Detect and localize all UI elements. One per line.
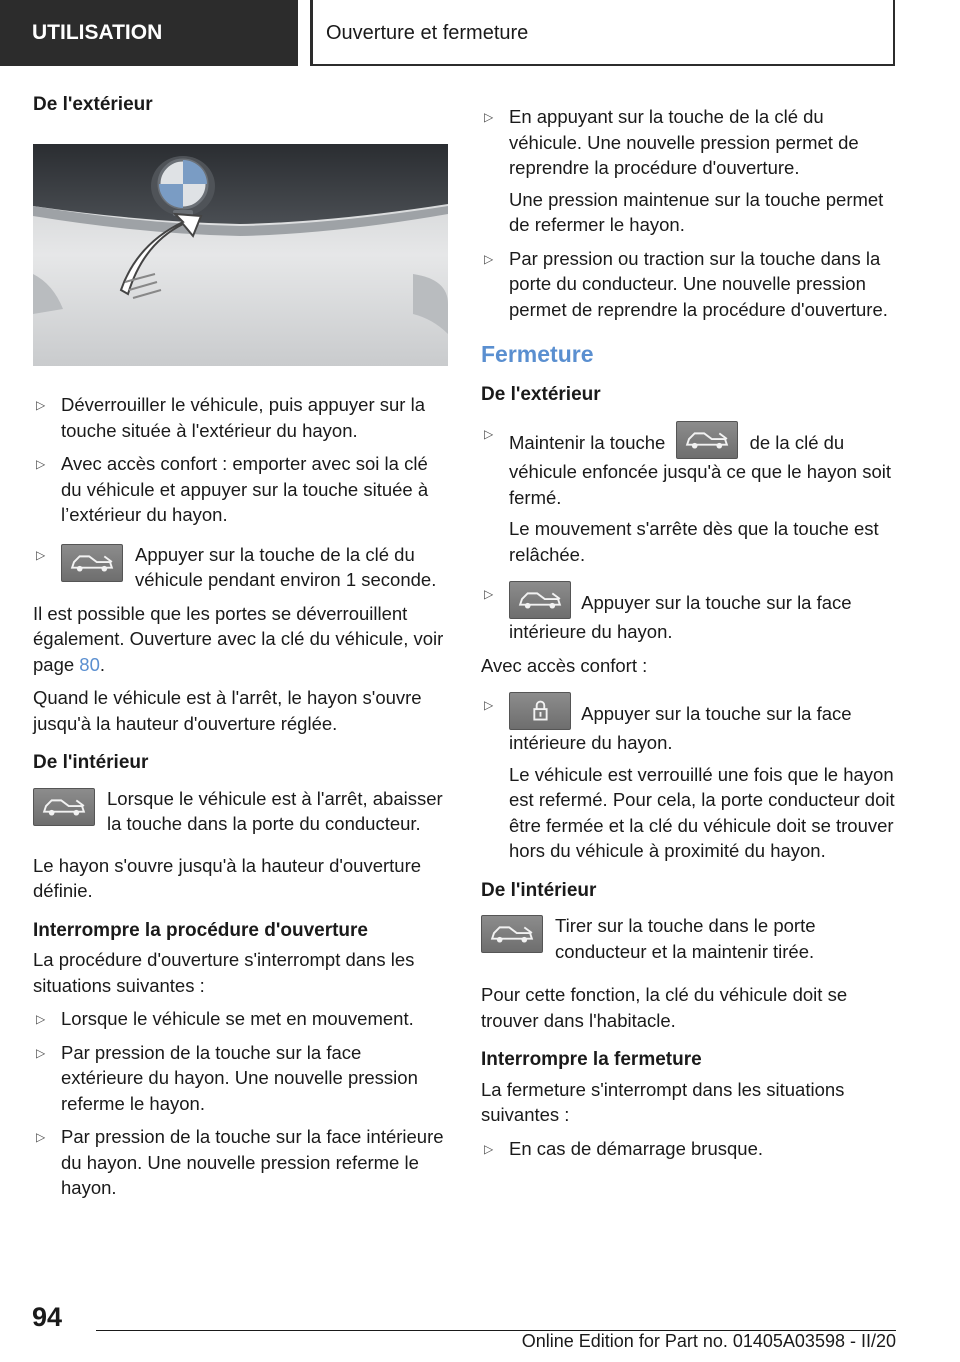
- triangle-right-icon: ▷: [484, 427, 494, 441]
- opening-steps-list: [33, 392, 448, 593]
- list-item: [33, 392, 448, 443]
- list-item-text: Appuyer sur la touche de la clé du véhicule pendant environ 1 seconde.: [135, 543, 437, 590]
- list-item-text: Lorsque le véhicule se met en mouvement.: [61, 1008, 414, 1029]
- triangle-right-icon: ▷: [484, 110, 494, 124]
- page-header: [0, 0, 960, 66]
- list-item: ▷ Maintenir la touche de la clé du véhicule enfoncée jusqu'à ce que le hayon soit fermé. Le mouvement s'arrête dès que la touche est relâchée.: [481, 421, 896, 567]
- right-column: [481, 104, 896, 1169]
- tailgate-photo: [33, 144, 448, 366]
- paragraph-height-defined: Le hayon s'ouvre jusqu'à la hauteur d'ouverture définie.: [33, 854, 422, 901]
- paragraph-confort: Avec accès confort :: [481, 654, 648, 676]
- list-item-text: Avec accès confort : emporter avec soi la clé du véhicule et appuyer sur la touche située à l’extérieur du hayon.: [61, 453, 429, 525]
- chapter-title: Ouverture et fermeture: [326, 21, 529, 44]
- triangle-right-icon: ▷: [36, 1130, 46, 1144]
- confort-list: [481, 692, 896, 864]
- list-item-subtext: Une pression maintenue sur la touche permet de refermer le hayon.: [509, 188, 884, 235]
- list-item: ▷ Appuyer sur la touche sur la face intérieure du hayon. Le véhicule est verrouillé une fois que le hayon est refermé. Pour cela, la porte conducteur doit être fermée et la clé du véhicule doit se trouver hors du véhicule à proximité du hayon.: [481, 692, 896, 864]
- list-item-text: En cas de démarrage brusque.: [509, 1137, 764, 1159]
- triangle-right-icon: ▷: [36, 547, 46, 562]
- list-item: [481, 104, 896, 238]
- list-item: [33, 451, 448, 528]
- edition-info: Online Edition for Part no. 01405A03598 - II/20: [521, 1331, 896, 1351]
- interrupt-resume-list: [481, 104, 896, 322]
- heading-interrompre-fermeture: Interrompre la fermeture: [481, 1049, 702, 1070]
- paragraph-unlock-note: Il est possible que les portes se déverrouillent également. Ouverture avec la clé du véhicule, voir page 80.: [33, 602, 444, 675]
- triangle-right-icon: ▷: [484, 587, 494, 601]
- tailgate-car-icon: [61, 544, 123, 582]
- page-link[interactable]: 80: [79, 653, 100, 675]
- list-item: ▷ Appuyer sur la touche sur la face intérieure du hayon.: [481, 581, 896, 645]
- paragraph-interieur: Lorsque le véhicule est à l'arrêt, abaisser la touche dans la porte du conducteur.: [33, 786, 448, 837]
- paragraph-interrompre-fermeture: La fermeture s'interrompt dans les situations suivantes :: [481, 1078, 845, 1125]
- tailgate-car-icon: [676, 421, 738, 459]
- tailgate-car-icon: [33, 788, 95, 826]
- tailgate-car-icon: [509, 581, 571, 619]
- lock-icon: [509, 692, 571, 730]
- interrupt-list: [33, 1006, 448, 1201]
- list-item: [33, 542, 448, 593]
- left-column: [33, 92, 448, 1209]
- list-item-text: Déverrouiller le véhicule, puis appuyer sur la touche située à l'extérieur du hayon.: [61, 394, 426, 441]
- heading-exterieur: De l'extérieur: [33, 94, 153, 115]
- list-item-subtext: Le véhicule est verrouillé une fois que le hayon est refermé. Pour cela, la porte conducteur doit être fermée et la clé du véhicule doit se trouver hors du véhicule à proximité du hayon.: [509, 763, 895, 861]
- triangle-right-icon: ▷: [484, 1141, 494, 1156]
- paragraph-situations: La procédure d'ouverture s'interrompt dans les situations suivantes :: [33, 949, 415, 996]
- triangle-right-icon: ▷: [484, 251, 494, 266]
- heading-fermeture: Fermeture: [481, 341, 594, 367]
- interrupt-closing-list: [481, 1136, 896, 1162]
- list-item: [33, 1006, 448, 1032]
- list-item-text: Par pression de la touche sur la face intérieure du hayon. Une nouvelle pression referme le hayon.: [61, 1126, 444, 1198]
- list-item-subtext: Le mouvement s'arrête dès que la touche est relâchée.: [509, 518, 879, 565]
- list-item: [33, 1040, 448, 1117]
- triangle-right-icon: ▷: [484, 698, 494, 712]
- triangle-right-icon: ▷: [36, 457, 46, 471]
- list-item: [481, 1136, 896, 1162]
- triangle-right-icon: ▷: [36, 1012, 46, 1026]
- triangle-right-icon: ▷: [36, 398, 46, 412]
- section-tab: UTILISATION: [0, 0, 298, 66]
- list-item-text: En appuyant sur la touche de la clé du véhicule. Une nouvelle pression permet de reprendre la procédure d'ouverture.: [509, 106, 859, 178]
- page-number: 94: [32, 1302, 63, 1332]
- list-item: [481, 246, 896, 323]
- list-item-text: Par pression de la touche sur la face extérieure du hayon. Une nouvelle pression referme le hayon.: [61, 1041, 418, 1114]
- triangle-right-icon: ▷: [36, 1045, 46, 1060]
- tailgate-car-icon: [481, 915, 543, 953]
- paragraph-interieur-fermeture: Tirer sur la touche dans le porte conducteur et la maintenir tirée.: [481, 913, 896, 964]
- heading-exterieur-fermeture: De l'extérieur: [481, 383, 601, 405]
- list-item-text: Par pression ou traction sur la touche dans la porte du conducteur. Une nouvelle pression permet de reprendre la procédure d'ouverture.: [509, 247, 888, 320]
- paragraph-height: Quand le véhicule est à l'arrêt, le hayon s'ouvre jusqu'à la hauteur d'ouverture réglée.: [33, 687, 422, 734]
- heading-interieur: De l'intérieur: [33, 752, 149, 773]
- closing-list: [481, 421, 896, 645]
- paragraph-fonction: Pour cette fonction, la clé du véhicule doit se trouver dans l'habitacle.: [481, 984, 848, 1031]
- list-item: [33, 1124, 448, 1201]
- heading-interieur-fermeture: De l'intérieur: [481, 879, 597, 901]
- heading-interrompre: Interrompre la procédure d'ouverture: [33, 919, 368, 941]
